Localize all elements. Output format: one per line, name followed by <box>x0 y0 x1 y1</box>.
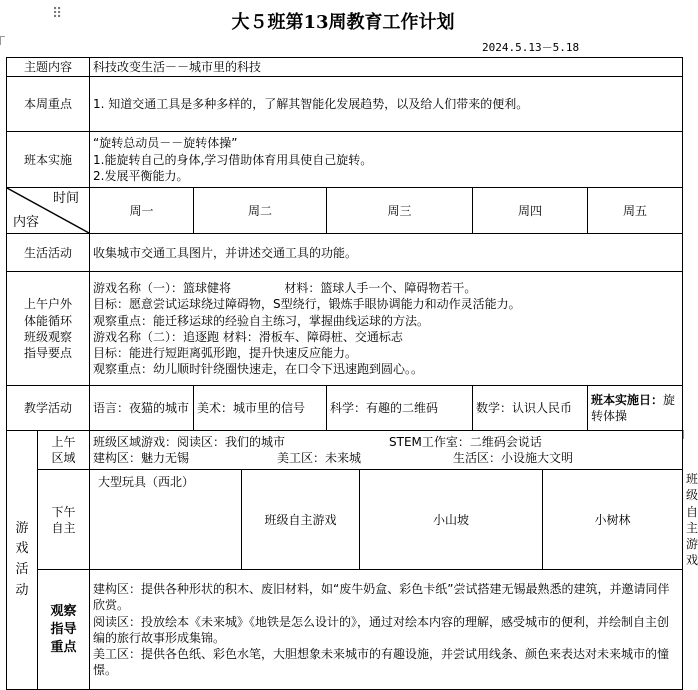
outdoor-label-line: 指导要点 <box>24 345 73 360</box>
outdoor-line: 游戏名称（一）：篮球健将 材料：篮球人手一个、障碍物若干。 <box>93 281 477 296</box>
game-label-char: 动 <box>15 583 29 599</box>
am-area-construction: 建构区：魅力无锡 <box>93 451 190 466</box>
row-teaching <box>7 386 683 431</box>
plan-table <box>6 57 698 690</box>
outdoor-label <box>7 272 90 386</box>
pm-free-label-line: 自主 <box>51 520 76 535</box>
teaching-label: 教学活动 <box>7 386 90 431</box>
day-thu: 周四 <box>473 188 588 234</box>
outdoor-label-line: 班级观察 <box>24 329 73 344</box>
observe-label <box>38 570 90 690</box>
am-area-art: 美工区：未来城 <box>277 451 362 466</box>
am-area-label-line: 区域 <box>51 451 76 466</box>
teaching-fri <box>588 386 683 431</box>
pm-mon: 大型玩具（西北） <box>90 470 242 570</box>
observe-label-line: 观察 <box>50 604 77 620</box>
pm-free-label <box>38 470 90 570</box>
observe-label-line: 指导 <box>50 622 77 638</box>
observe-label-line: 重点 <box>50 639 77 655</box>
time-content-diagonal-cell <box>7 188 90 234</box>
outdoor-line: 观察重点：能迁移运球的经验自主练习，掌握曲线运球的方法。 <box>93 313 430 328</box>
teaching-wed: 科学：有趣的二维码 <box>327 386 473 431</box>
life-value: 收集城市交通工具图片，并讲述交通工具的功能。 <box>90 234 683 272</box>
am-area-label <box>38 431 90 470</box>
am-area-line <box>93 450 679 466</box>
game-label <box>7 431 38 690</box>
teaching-mon: 语言：夜猫的城市 <box>90 386 194 431</box>
row-outdoor <box>7 272 683 386</box>
pm-tue: 班级自主游戏 <box>242 470 360 570</box>
pm-free-label-line: 下午 <box>51 504 76 519</box>
game-label-char: 活 <box>15 562 29 578</box>
theme-value: 科技改变生活－－城市里的科技 <box>90 58 683 77</box>
teaching-thu: 数学：认识人民币 <box>473 386 588 431</box>
am-area-value <box>90 431 683 470</box>
day-mon: 周一 <box>90 188 194 234</box>
outdoor-line: 目标：愿意尝试运球绕过障碍物，S型绕行，锻炼手眼协调能力和动作灵活能力。 <box>93 297 521 312</box>
observe-line: 美工区：提供各色纸、彩色水笔，大胆想象未来城市的有趣设施，并尝试用线条、颜色来表达对未来城市的憧憬。 <box>93 647 670 678</box>
drag-handle-icon[interactable]: ⠿ <box>52 6 62 22</box>
theme-label: 主题内容 <box>7 58 90 77</box>
outdoor-line: 观察重点：幼儿顺时针绕圈快速走，在口令下迅速跑到圆心。。 <box>93 362 424 377</box>
outdoor-value <box>90 272 683 386</box>
row-focus <box>7 77 683 132</box>
observe-line: 阅读区：投放绘本《未来城》《地铁是怎么设计的》，通过对绘本内容的理解，感受城市的便利，并绘制自主创编的旅行故事形成集锦。 <box>93 614 670 645</box>
life-label: 生活活动 <box>7 234 90 272</box>
game-label-char: 戏 <box>15 541 29 557</box>
am-area-line <box>93 434 679 450</box>
class-impl-line: “旋转总动员－－旋转体操” <box>93 136 238 151</box>
observe-value <box>90 570 683 690</box>
date-range: 2024.5.13－5.18 <box>482 41 580 54</box>
outdoor-label-line: 上午户外 <box>24 297 73 312</box>
outdoor-line: 游戏名称（二）：追逐跑 材料：滑板车、障碍桩、交通标志 <box>93 329 403 344</box>
day-fri: 周五 <box>588 188 683 234</box>
focus-value: 1. 知道交通工具是多种多样的，了解其智能化发展趋势，以及给人们带来的便利。 <box>90 77 683 132</box>
margin-corner-mark <box>0 36 5 45</box>
row-class-impl <box>7 132 683 188</box>
class-impl-day-activity: 旋转体操 <box>591 393 676 424</box>
class-impl-line: 2.发展平衡能力。 <box>93 168 189 183</box>
row-observe <box>7 570 683 690</box>
class-impl-line: 1.能旋转自己的身体,学习借助体育用具使自己旋转。 <box>93 152 373 167</box>
time-label: 时间 <box>53 191 80 207</box>
am-area-label-line: 上午 <box>51 435 76 449</box>
teaching-tue: 美术：城市里的信号 <box>194 386 327 431</box>
row-life <box>7 234 683 272</box>
row-weekday-header <box>7 188 683 234</box>
am-area-reading: 班级区域游戏：阅读区：我们的城市 <box>93 435 286 449</box>
content-label: 内容 <box>13 214 40 230</box>
class-impl-label: 班本实施 <box>7 132 90 188</box>
page-title: 大５班第13周教育工作计划 <box>231 12 455 33</box>
pm-thu: 小树林 <box>543 470 683 570</box>
row-am-area <box>7 431 683 470</box>
am-area-life: 生活区：小设施大文明 <box>453 451 574 466</box>
focus-label: 本周重点 <box>7 77 90 132</box>
class-impl-day-label: 班本实施日： <box>591 393 664 407</box>
outdoor-line: 目标：能进行短距离弧形跑，提升快速反应能力。 <box>93 345 358 360</box>
row-pm-free: 下午 自主 大型玩具（西北） 班级自主游戏 小山坡 小树林 班级自主游戏 <box>7 470 683 570</box>
class-impl-value <box>90 132 683 188</box>
day-tue: 周二 <box>194 188 327 234</box>
am-area-stem: STEM工作室：二维码会说话 <box>389 435 542 449</box>
pm-wed: 小山坡 <box>360 470 543 570</box>
game-label-char: 游 <box>15 520 29 536</box>
observe-line: 建构区：提供各种形状的积木、废旧材料，如“废牛奶盒、彩色卡纸”尝试搭建无锡最熟悉的建筑，并邀请同伴欣赏。 <box>93 582 670 613</box>
day-wed: 周三 <box>327 188 473 234</box>
outdoor-label-line: 体能循环 <box>24 313 73 328</box>
row-theme <box>7 58 683 77</box>
